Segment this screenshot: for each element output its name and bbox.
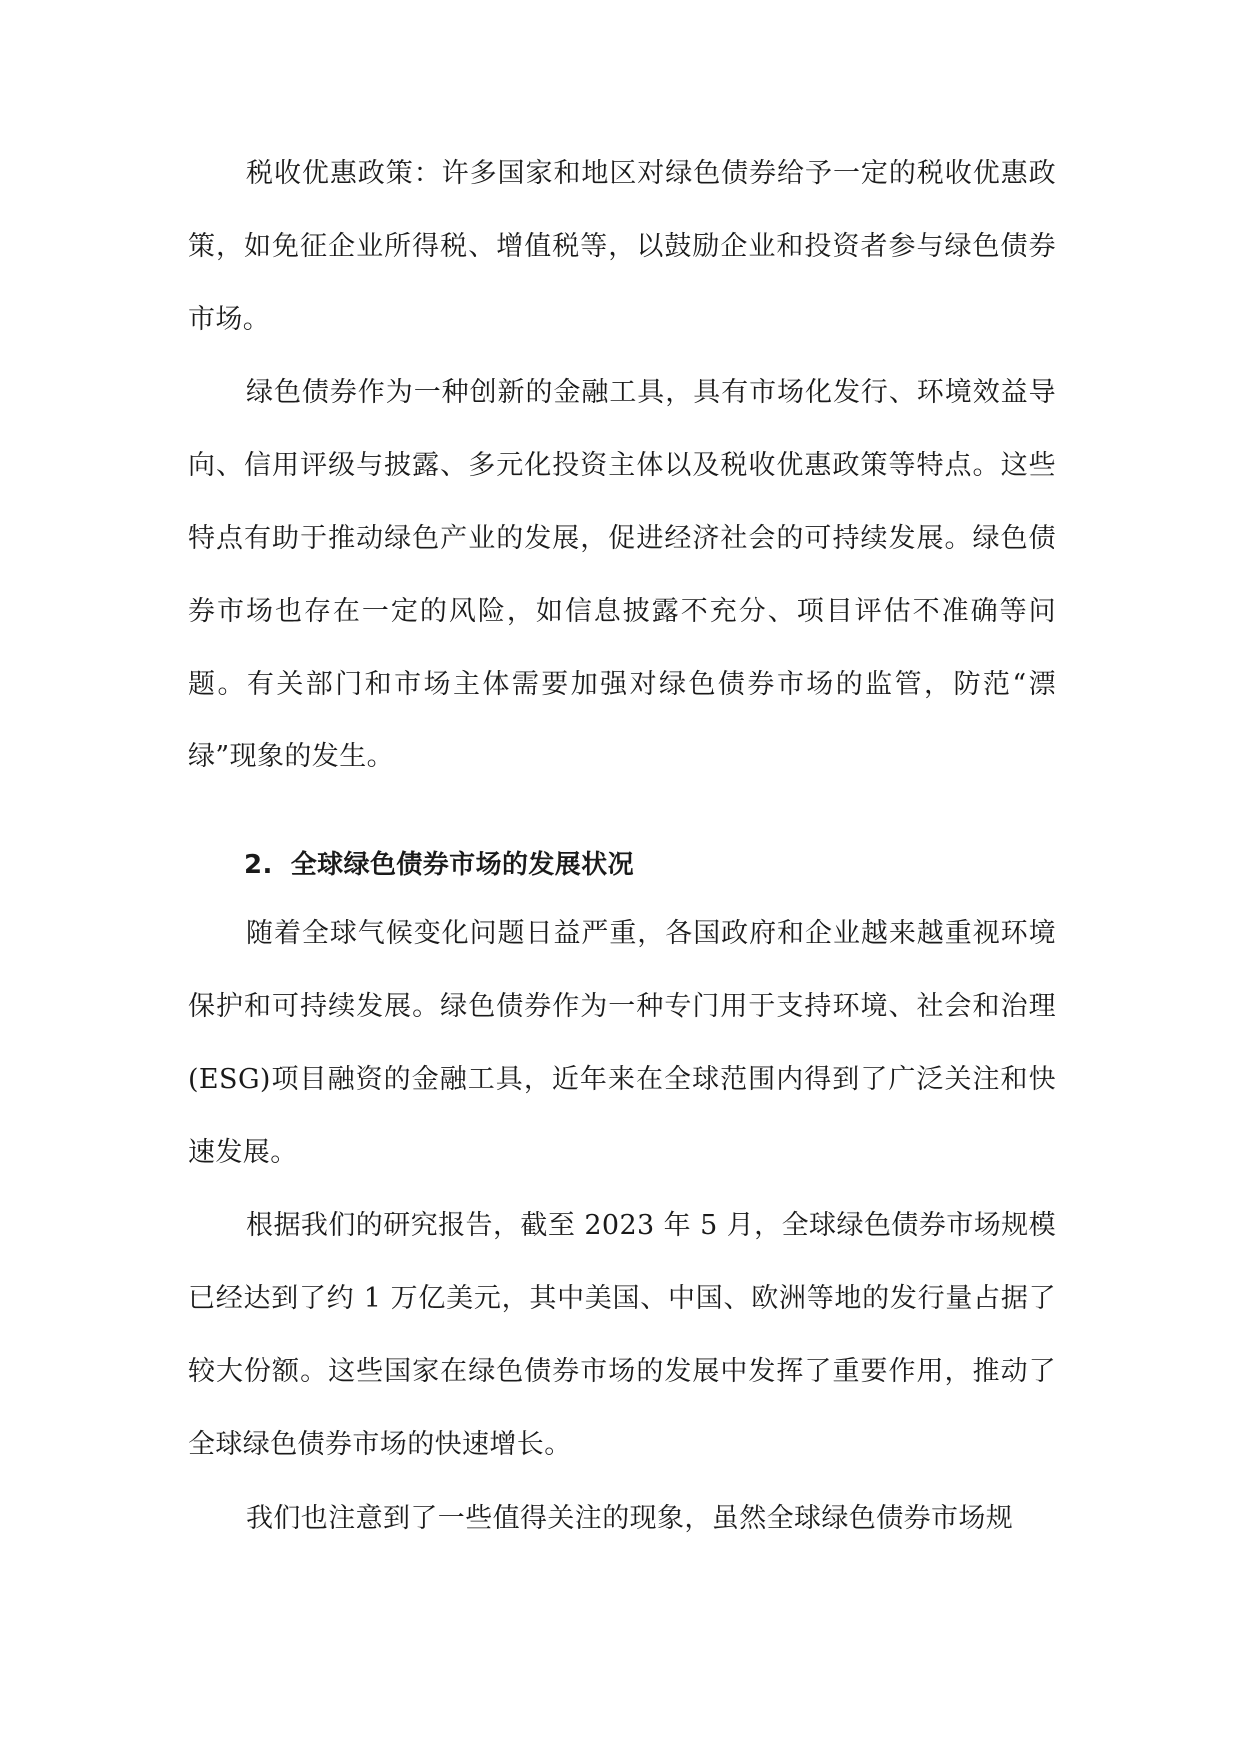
document-body bbox=[188, 138, 1056, 1555]
paragraph-market-size: 根据我们的研究报告，截至 2023 年 5 月，全球绿色债券市场规模已经达到了约 1 万亿美元，其中美国、中国、欧洲等地的发行量占据了较大份额。这些国家在绿色债券市场的发展中发挥了重要作用，推动了全球绿色债券市场的快速增长。 bbox=[188, 1210, 1056, 1460]
paragraph-observations: 我们也注意到了一些值得关注的现象，虽然全球绿色债券市场规 bbox=[246, 1502, 1014, 1534]
paragraph-tax-incentives: 税收优惠政策：许多国家和地区对绿色债券给予一定的税收优惠政策，如免征企业所得税、增值税等，以鼓励企业和投资者参与绿色债券市场。 bbox=[188, 158, 1056, 335]
section-title: 全球绿色债券市场的发展状况 bbox=[290, 850, 634, 881]
paragraph-global-context: 随着全球气候变化问题日益严重，各国政府和企业越来越重视环境保护和可持续发展。绿色债券作为一种专门用于支持环境、社会和治理(ESG)项目融资的金融工具，近年来在全球范围内得到了广泛关注和快速发展。 bbox=[188, 918, 1056, 1168]
section-heading bbox=[188, 832, 1056, 898]
paragraph-green-bond-features: 绿色债券作为一种创新的金融工具，具有市场化发行、环境效益导向、信用评级与披露、多元化投资主体以及税收优惠政策等特点。这些特点有助于推动绿色产业的发展，促进经济社会的可持续发展。绿色债券市场也存在一定的风险，如信息披露不充分、项目评估不准确等问题。有关部门和市场主体需要加强对绿色债券市场的监管，防范“漂绿”现象的发生。 bbox=[188, 377, 1056, 773]
section-number: 2. bbox=[244, 850, 273, 881]
